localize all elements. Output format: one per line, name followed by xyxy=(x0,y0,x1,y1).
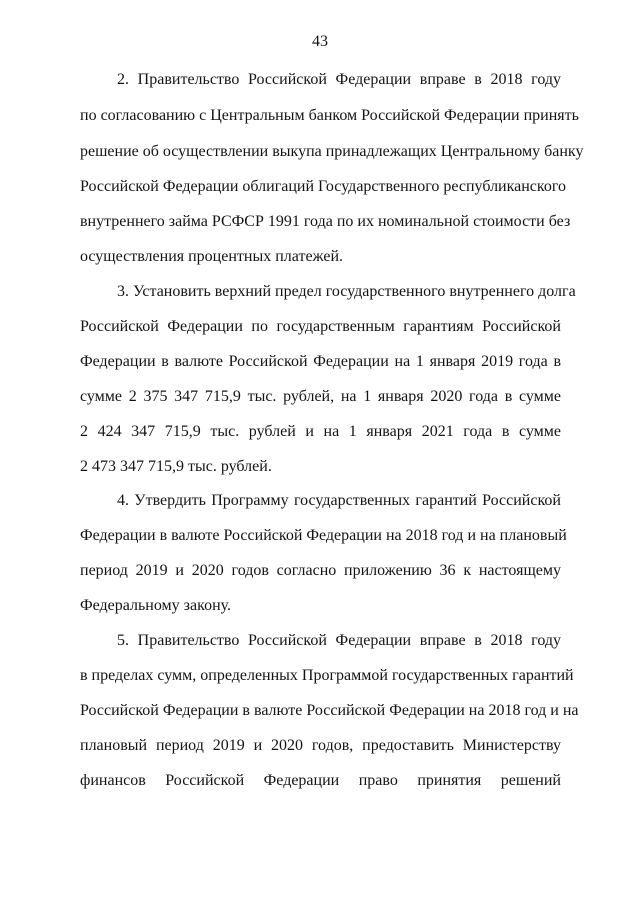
text-line: 2 424 347 715,9 тыс. рублей и на 1 января 2021 года в сумме xyxy=(80,423,561,440)
text-line: Федеральному закону. xyxy=(80,597,232,614)
text-line: 4. Утвердить Программу государственных гарантий Российской xyxy=(117,492,561,509)
text-line: финансов Российской Федерации право принятия решений xyxy=(80,772,561,789)
text-line: сумме 2 375 347 715,9 тыс. рублей, на 1 января 2020 года в сумме xyxy=(80,388,561,405)
text-line: решение об осуществлении выкупа принадлежащих Центральному банку xyxy=(80,143,584,160)
text-line: период 2019 и 2020 годов согласно приложению 36 к настоящему xyxy=(80,562,561,579)
text-line: в пределах сумм, определенных Программой государственных гарантий xyxy=(80,667,574,684)
text-line: 2. Правительство Российской Федерации вправе в 2018 году xyxy=(117,71,561,88)
text-line: Российской Федерации облигаций Государственного республиканского xyxy=(80,178,567,195)
page-number: 43 xyxy=(312,33,328,50)
text-line: по согласованию с Центральным банком Российской Федерации принять xyxy=(80,107,579,124)
text-line: осуществления процентных платежей. xyxy=(80,248,344,265)
text-line: 3. Установить верхний предел государственного внутреннего долга xyxy=(117,283,576,300)
text-line: плановый период 2019 и 2020 годов, предоставить Министерству xyxy=(80,737,561,754)
text-line: Федерации в валюте Российской Федерации на 2018 год и на плановый xyxy=(80,527,567,544)
text-line: 2 473 347 715,9 тыс. рублей. xyxy=(80,458,272,475)
text-line: Федерации в валюте Российской Федерации на 1 января 2019 года в xyxy=(80,353,561,370)
text-line: внутреннего займа РСФСР 1991 года по их номинальной стоимости без xyxy=(80,213,571,230)
text-line: 5. Правительство Российской Федерации вправе в 2018 году xyxy=(117,632,561,649)
text-line: Российской Федерации по государственным гарантиям Российской xyxy=(80,318,561,335)
text-line: Российской Федерации в валюте Российской Федерации на 2018 год и на xyxy=(80,702,579,719)
